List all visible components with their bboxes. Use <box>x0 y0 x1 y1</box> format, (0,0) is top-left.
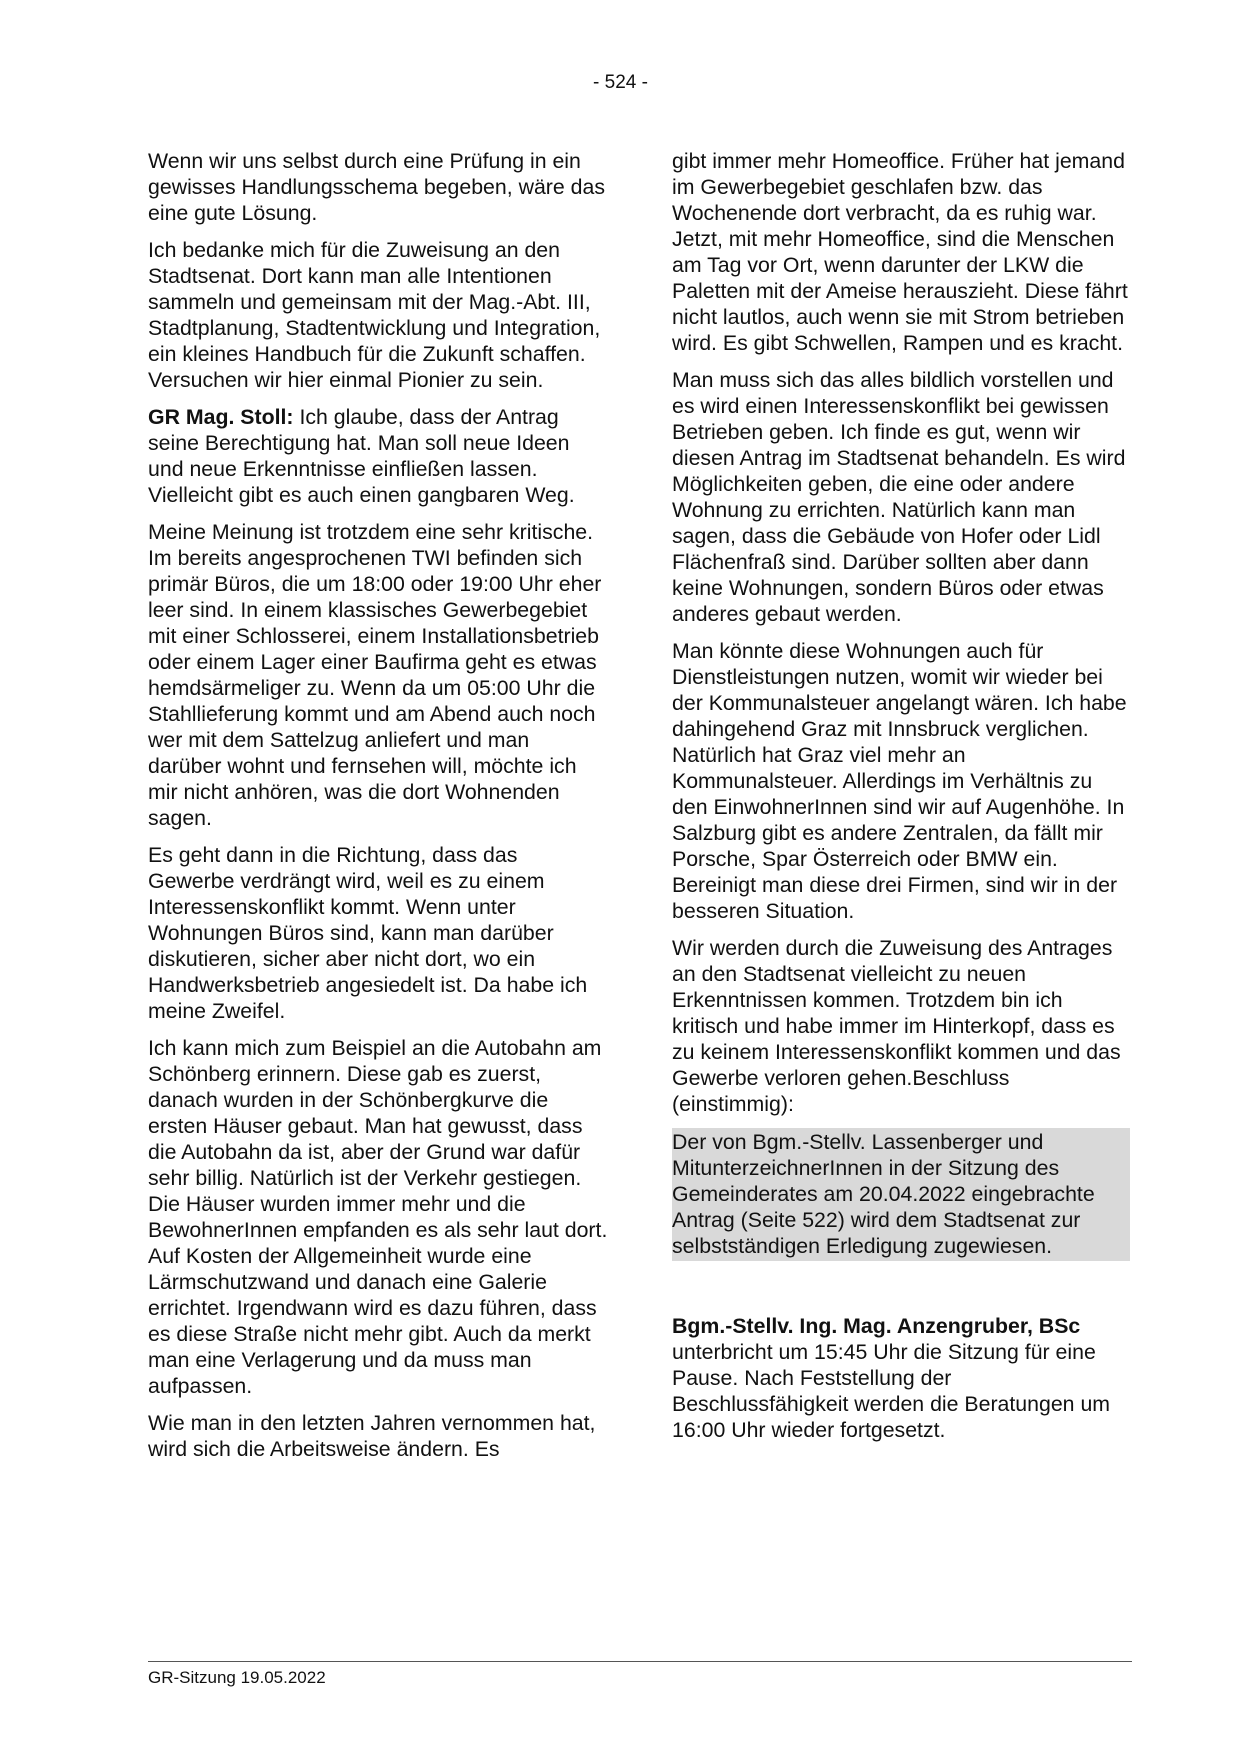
left-column <box>148 148 608 1473</box>
speech-text: Ich glaube, dass der Antrag seine Berechtigung hat. Man soll neue Ideen und neue Erkenntnisse einfließen lassen. Vielleicht gibt es auch einen gangbaren Weg. <box>148 405 575 507</box>
right-column <box>672 148 1132 1454</box>
closing-text: unterbricht um 15:45 Uhr die Sitzung für eine Pause. Nach Feststellung der Beschlussfähigkeit werden die Beratungen um 16:00 Uhr wieder fortgesetzt. <box>672 1340 1111 1442</box>
paragraph: Es geht dann in die Richtung, dass das Gewerbe verdrängt wird, weil es zu einem Interessenskonflikt kommt. Wenn unter Wohnungen Büros sind, kann man darüber diskutieren, sicher aber nicht dort, wo ein Handwerksbetrieb angesiedelt ist. Da habe ich meine Zweifel. <box>148 843 588 1023</box>
paragraph: Wir werden durch die Zuweisung des Antrages an den Stadtsenat vielleicht zu neuen Erkenntnissen kommen. Trotzdem bin ich kritisch und habe immer im Hinterkopf, dass es zu keinem Interessenskonflikt kommen und das Gewerbe verloren gehen.Beschluss (einstimmig): <box>672 936 1121 1116</box>
closing-paragraph <box>672 1313 1132 1443</box>
paragraph: Wie man in den letzten Jahren vernommen hat, wird sich die Arbeitsweise ändern. Es <box>148 1411 596 1461</box>
paragraph: Wenn wir uns selbst durch eine Prüfung in ein gewisses Handlungsschema begeben, wäre das eine gute Lösung. <box>148 149 605 225</box>
speech-paragraph <box>148 404 608 508</box>
paragraph: Ich kann mich zum Beispiel an die Autobahn am Schönberg erinnern. Diese gab es zuerst, danach wurden in der Schönbergkurve die ersten Häuser gebaut. Man hat gewusst, dass die Autobahn da ist, aber der Grund war dafür sehr billig. Natürlich ist der Verkehr gestiegen. Die Häuser wurden immer mehr und die BewohnerInnen empfanden es als sehr laut dort. Auf Kosten der Allgemeinheit wurde eine Lärmschutzwand und danach eine Galerie errichtet. Irgendwann wird es dazu führen, dass es diese Straße nicht mehr gibt. Auch da merkt man eine Verlagerung und da muss man aufpassen. <box>148 1036 608 1398</box>
speaker-name: GR Mag. Stoll: <box>148 405 294 429</box>
footer-divider <box>148 1661 1132 1662</box>
spacer <box>672 1272 1132 1313</box>
resolution-box <box>672 1128 1130 1261</box>
paragraph: Man muss sich das alles bildlich vorstellen und es wird einen Interessenskonflikt bei gewissen Betrieben geben. Ich finde es gut, wenn wir diesen Antrag im Stadtsenat behandeln. Es wird Möglichkeiten geben, die eine oder andere Wohnung zu errichten. Natürlich kann man sagen, dass die Gebäude von Hofer oder Lidl Flächenfraß sind. Darüber sollten aber dann keine Wohnungen, sondern Büros oder etwas anderes gebaut werden. <box>672 368 1126 626</box>
resolution-text: Der von Bgm.-Stellv. Lassenberger und MitunterzeichnerInnen in der Sitzung des Gemeinderates am 20.04.2022 eingebrachte Antrag (Seite 522) wird dem Stadtsenat zur selbstständigen Erledigung zugewiesen. <box>672 1130 1095 1258</box>
paragraph: gibt immer mehr Homeoffice. Früher hat jemand im Gewerbegebiet geschlafen bzw. das Wochenende dort verbracht, da es ruhig war. Jetzt, mit mehr Homeoffice, sind die Menschen am Tag vor Ort, wenn darunter der LKW die Paletten mit der Ameise herauszieht. Diese fährt nicht lautlos, auch wenn sie mit Strom betrieben wird. Es gibt Schwellen, Rampen und es kracht. <box>672 149 1128 355</box>
page-number: - 524 - <box>593 72 648 93</box>
footer-session-label: GR-Sitzung 19.05.2022 <box>148 1668 326 1687</box>
paragraph: Meine Meinung ist trotzdem eine sehr kritische. Im bereits angesprochenen TWI befinden sich primär Büros, die um 18:00 oder 19:00 Uhr eher leer sind. In einem klassisches Gewerbegebiet mit einer Schlosserei, einem Installationsbetrieb oder einem Lager einer Baufirma geht es etwas hemdsärmeliger zu. Wenn da um 05:00 Uhr die Stahllieferung kommt und am Abend auch noch wer mit dem Sattelzug anliefert und man darüber wohnt und fernsehen will, möchte ich mir nicht anhören, was die dort Wohnenden sagen. <box>148 520 602 830</box>
paragraph: Ich bedanke mich für die Zuweisung an den Stadtsenat. Dort kann man alle Intentionen sammeln und gemeinsam mit der Mag.-Abt. III, Stadtplanung, Stadtentwicklung und Integration, ein kleines Handbuch für die Zukunft schaffen. Versuchen wir hier einmal Pionier zu sein. <box>148 238 601 392</box>
speaker-name: Bgm.-Stellv. Ing. Mag. Anzengruber, BSc <box>672 1314 1081 1338</box>
paragraph: Man könnte diese Wohnungen auch für Dienstleistungen nutzen, womit wir wieder bei der Kommunalsteuer angelangt wären. Ich habe dahingehend Graz mit Innsbruck verglichen. Natürlich hat Graz viel mehr an Kommunalsteuer. Allerdings im Verhältnis zu den EinwohnerInnen sind wir auf Augenhöhe. In Salzburg gibt es andere Zentralen, da fällt mir Porsche, Spar Österreich oder BMW ein. Bereinigt man diese drei Firmen, sind wir in der besseren Situation. <box>672 639 1127 923</box>
